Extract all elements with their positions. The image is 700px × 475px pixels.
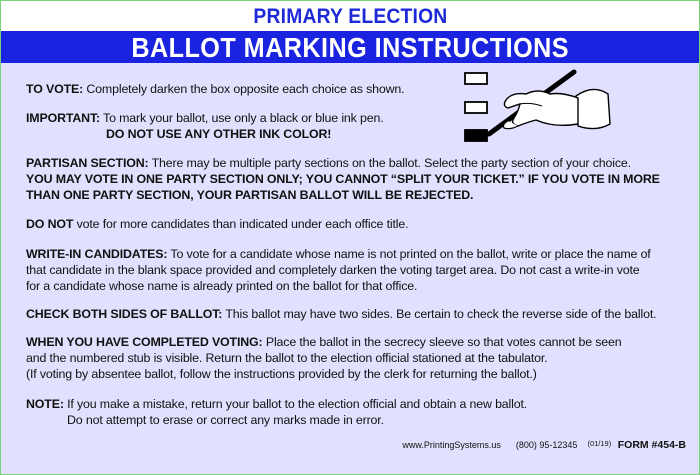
- to-vote-instruction: [26, 81, 404, 97]
- footer-info: [402, 439, 686, 451]
- header-title-area: [1, 1, 699, 31]
- important-text: To mark your ballot, use only a black or blue ink pen.: [99, 111, 384, 125]
- partisan-section-instruction: [26, 155, 660, 203]
- note-line1: If you make a mistake, return your ballot to the election official and obtain a new ballot.: [63, 397, 528, 411]
- check-both-text: This ballot may have two sides. Be certain to check the reverse side of the ballot.: [222, 307, 657, 321]
- printer-website: www.PrintingSystems.us: [402, 440, 501, 450]
- write-in-instruction: [26, 246, 651, 294]
- instructions-title: BALLOT MARKING INSTRUCTIONS: [131, 32, 569, 63]
- write-in-line3: for a candidate whose name is already printed on the ballot for that office.: [26, 279, 418, 293]
- important-label: IMPORTANT:: [26, 111, 100, 125]
- completed-line2: and the numbered stub is visible. Return the ballot to the election official stationed at the tabulator.: [26, 351, 548, 365]
- note-instruction: [26, 396, 527, 428]
- form-number: FORM #454-B: [617, 439, 686, 451]
- partisan-warning-line2: THAN ONE PARTY SECTION, YOUR PARTISAN BALLOT WILL BE REJECTED.: [26, 188, 474, 202]
- printer-phone: (800) 95-12345: [515, 440, 578, 450]
- completed-line3: (If voting by absentee ballot, follow the instructions provided by the clerk for returning the ballot.): [26, 367, 537, 381]
- empty-target-icon: [465, 102, 487, 113]
- header-banner: [1, 31, 699, 63]
- partisan-warning-line1: YOU MAY VOTE IN ONE PARTY SECTION ONLY; YOU CANNOT “SPLIT YOUR TICKET.” IF YOU VOTE IN MORE: [26, 172, 660, 186]
- to-vote-text: Completely darken the box opposite each choice as shown.: [83, 82, 405, 96]
- hand-with-pen-icon: [489, 72, 610, 134]
- write-in-label: WRITE-IN CANDIDATES:: [26, 247, 168, 261]
- empty-target-icon: [465, 73, 487, 84]
- important-instruction: [26, 110, 384, 142]
- check-both-label: CHECK BOTH SIDES OF BALLOT:: [26, 307, 223, 321]
- partisan-label: PARTISAN SECTION:: [26, 156, 149, 170]
- filled-target-icon: [465, 130, 487, 141]
- form-revision: (01/19): [587, 439, 612, 448]
- do-not-instruction: [26, 216, 408, 232]
- ink-color-warning: DO NOT USE ANY OTHER INK COLOR!: [106, 127, 332, 141]
- completed-voting-instruction: [26, 334, 622, 382]
- write-in-line2: that candidate in the blank space provided and completely darken the voting target area. Do not cast a write-in vote: [26, 263, 640, 277]
- completed-line1: Place the ballot in the secrecy sleeve so that votes cannot be seen: [262, 335, 622, 349]
- election-title: PRIMARY ELECTION: [252, 5, 448, 28]
- note-label: NOTE:: [26, 397, 64, 411]
- note-line2: Do not attempt to erase or correct any marks made in error.: [67, 413, 384, 427]
- write-in-line1: To vote for a candidate whose name is not printed on the ballot, write or place the name of: [167, 247, 651, 261]
- do-not-label: DO NOT: [26, 217, 74, 231]
- hand-marking-ballot-illustration: [458, 66, 618, 148]
- to-vote-label: TO VOTE:: [26, 82, 84, 96]
- do-not-text: vote for more candidates than indicated under each office title.: [73, 217, 409, 231]
- check-both-sides-instruction: [26, 306, 656, 322]
- partisan-text: There may be multiple party sections on the ballot. Select the party section of your choice.: [148, 156, 631, 170]
- completed-label: WHEN YOU HAVE COMPLETED VOTING:: [26, 335, 263, 349]
